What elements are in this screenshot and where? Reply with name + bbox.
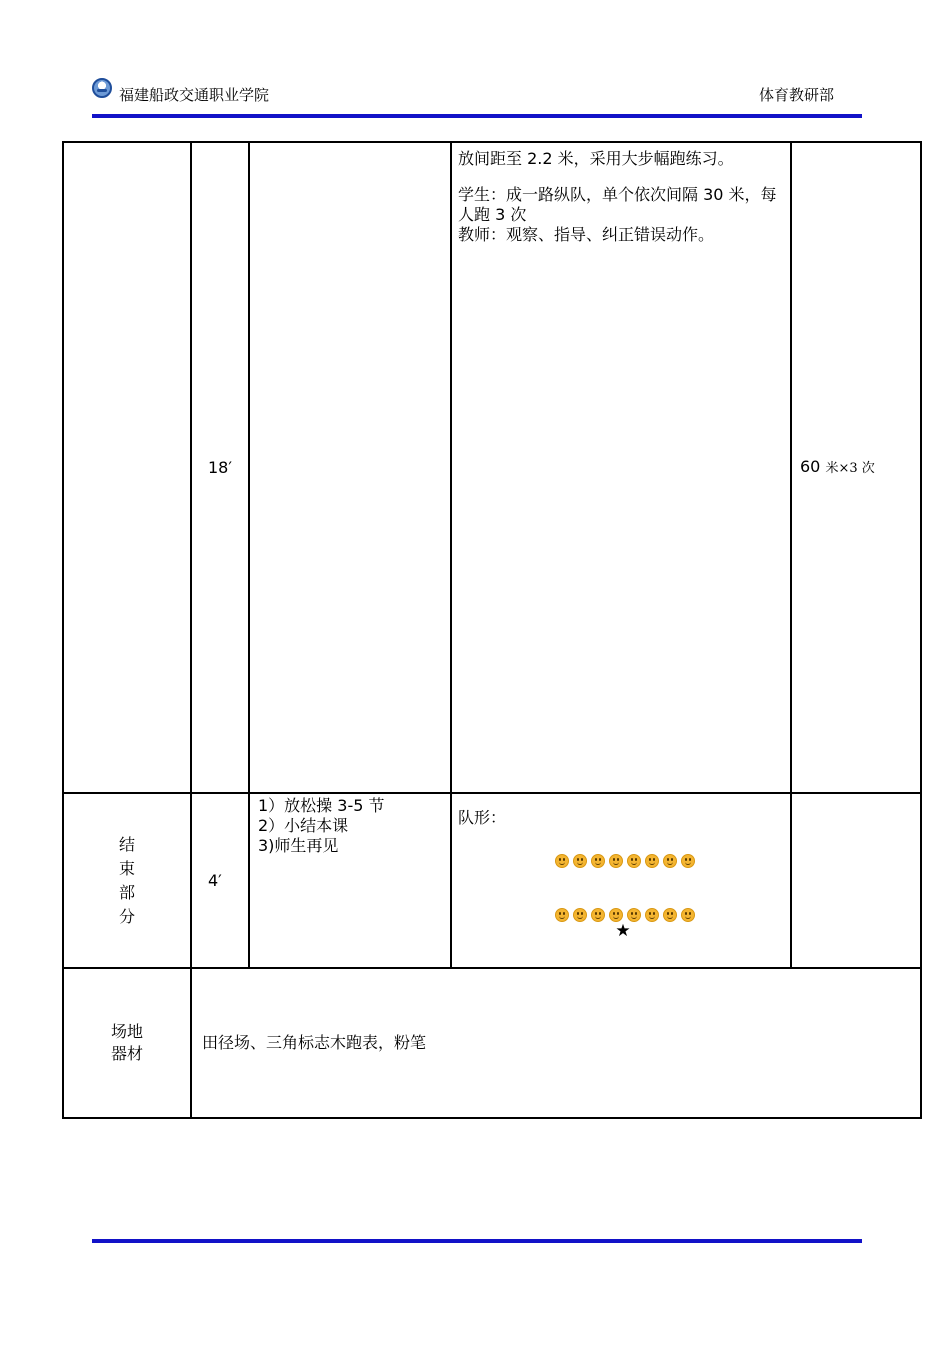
load-cell xyxy=(791,142,921,793)
section-label: 结束部分 xyxy=(118,834,135,926)
smiley-face-icon xyxy=(681,908,695,922)
smiley-face-icon xyxy=(681,854,695,868)
content-cell xyxy=(249,793,451,968)
organization-line: 教师：观察、指导、纠正错误动作。 xyxy=(458,225,715,244)
smiley-face-icon xyxy=(609,854,623,868)
teacher-star-icon: ★ xyxy=(615,921,631,941)
load-number: 60 xyxy=(800,456,821,476)
header-rule xyxy=(92,114,862,118)
time-cell: 18′ xyxy=(191,142,249,793)
smiley-face-icon xyxy=(555,908,569,922)
page-header xyxy=(92,74,862,118)
organization-line: 放间距至 2.2 米，采用大步幅跑练习。 xyxy=(458,149,734,168)
smiley-face-icon xyxy=(555,854,569,868)
smiley-face-icon xyxy=(609,908,623,922)
load-unit: 米×3 次 xyxy=(825,460,875,476)
department-name: 体育教研部 xyxy=(758,86,834,104)
smiley-face-icon xyxy=(645,854,659,868)
venue-row xyxy=(63,968,921,1118)
lesson-plan-table xyxy=(62,141,922,1119)
section-cell xyxy=(63,793,191,968)
school-name: 福建船政交通职业学院 xyxy=(119,86,270,104)
smiley-face-icon xyxy=(645,908,659,922)
smiley-face-icon xyxy=(591,854,605,868)
smiley-face-icon xyxy=(627,908,641,922)
main-part-row xyxy=(63,142,921,793)
smiley-face-icon xyxy=(627,854,641,868)
student-row-2 xyxy=(467,908,782,922)
formation-cell xyxy=(451,793,791,968)
content-line: 1）放松操 3-5 节 xyxy=(258,796,385,815)
content-line: 2）小结本课 xyxy=(258,816,349,835)
venue-equipment-cell: 田径场、三角标志木跑表，粉笔 xyxy=(191,968,921,1118)
content-cell xyxy=(249,142,451,793)
end-part-row xyxy=(63,793,921,968)
organization-cell xyxy=(451,142,791,793)
smiley-face-icon xyxy=(663,854,677,868)
footer-rule xyxy=(92,1239,862,1243)
smiley-face-icon xyxy=(573,908,587,922)
smiley-face-icon xyxy=(663,908,677,922)
content-line: 3)师生再见 xyxy=(258,836,339,855)
smiley-face-icon xyxy=(591,908,605,922)
venue-label-line: 场地 xyxy=(110,1022,143,1041)
venue-label-line: 器材 xyxy=(110,1044,143,1063)
student-row-1 xyxy=(467,854,782,868)
organization-line: 学生：成一路纵队，单个依次间隔 30 米，每人跑 3 次 xyxy=(458,185,777,224)
school-logo-icon xyxy=(92,78,112,98)
venue-label-cell xyxy=(63,968,191,1118)
time-cell: 4′ xyxy=(191,793,249,968)
formation-title: 队形： xyxy=(458,808,507,827)
smiley-face-icon xyxy=(573,854,587,868)
section-cell xyxy=(63,142,191,793)
load-cell xyxy=(791,793,921,968)
